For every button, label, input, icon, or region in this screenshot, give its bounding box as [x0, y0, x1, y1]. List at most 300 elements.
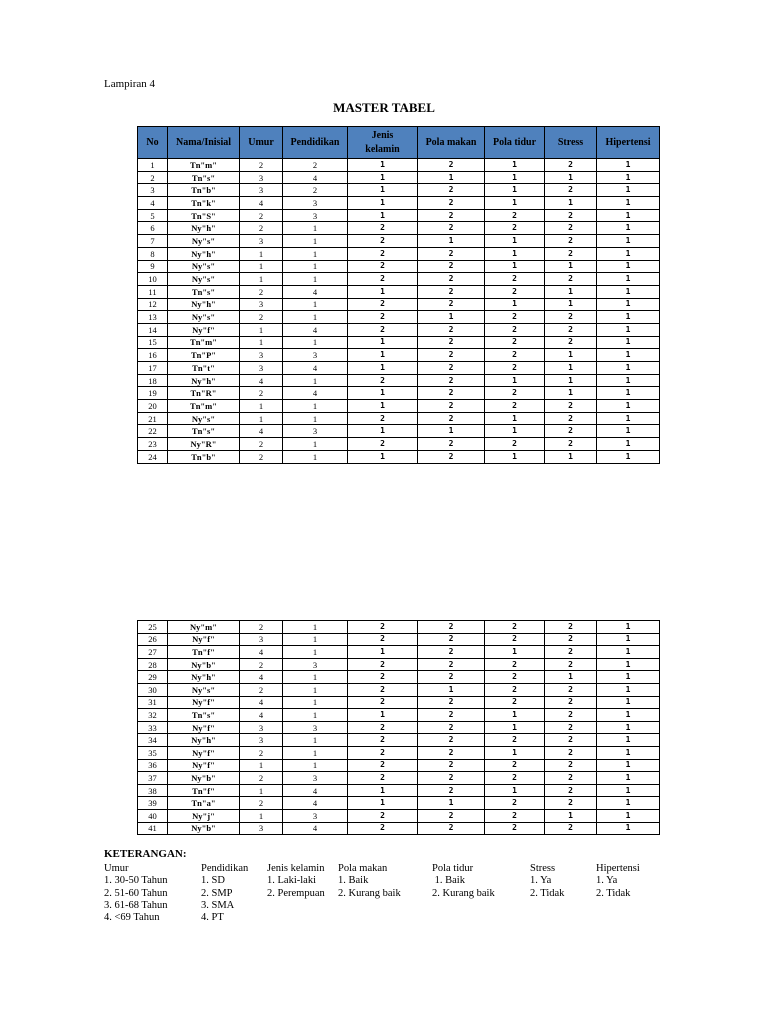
- cell-jenis-kelamin: 1: [348, 197, 418, 210]
- cell-jenis-kelamin: 2: [348, 696, 418, 709]
- cell-jenis-kelamin: 2: [348, 683, 418, 696]
- cell-pendidikan: 1: [283, 746, 348, 759]
- cell-nama-inisial: Tn"s": [168, 171, 240, 184]
- cell-umur: 3: [240, 362, 283, 375]
- cell-jenis-kelamin: 2: [348, 247, 418, 260]
- cell-hipertensi: 1: [597, 746, 660, 759]
- cell-no: 25: [138, 621, 168, 634]
- cell-stress: 1: [545, 285, 597, 298]
- cell-nama-inisial: Tn"s": [168, 425, 240, 438]
- cell-nama-inisial: Tn"m": [168, 400, 240, 413]
- cell-jenis-kelamin: 1: [348, 336, 418, 349]
- cell-pola-tidur: 2: [485, 772, 545, 785]
- table-row: [138, 298, 660, 311]
- cell-pola-tidur: 1: [485, 450, 545, 463]
- cell-nama-inisial: Ny"j": [168, 809, 240, 822]
- cell-pola-makan: 2: [418, 285, 485, 298]
- cell-pola-makan: 2: [418, 273, 485, 286]
- cell-pola-tidur: 2: [485, 797, 545, 810]
- cell-nama-inisial: Ny"h": [168, 222, 240, 235]
- page-title: MASTER TABEL: [333, 100, 435, 115]
- cell-stress: 2: [545, 784, 597, 797]
- cell-hipertensi: 1: [597, 709, 660, 722]
- cell-no: 2: [138, 171, 168, 184]
- cell-nama-inisial: Tn"m": [168, 336, 240, 349]
- cell-pola-makan: 2: [418, 721, 485, 734]
- cell-umur: 2: [240, 387, 283, 400]
- cell-umur: 3: [240, 633, 283, 646]
- cell-no: 31: [138, 696, 168, 709]
- cell-pola-makan: 2: [418, 658, 485, 671]
- cell-hipertensi: 1: [597, 438, 660, 451]
- cell-jenis-kelamin: 1: [348, 400, 418, 413]
- cell-umur: 3: [240, 822, 283, 835]
- cell-umur: 3: [240, 721, 283, 734]
- cell-nama-inisial: Ny"h": [168, 247, 240, 260]
- cell-stress: 1: [545, 349, 597, 362]
- cell-pola-tidur: 2: [485, 400, 545, 413]
- table-row: [138, 412, 660, 425]
- legend-heading: Pendidikan: [201, 863, 249, 874]
- cell-pola-makan: 2: [418, 633, 485, 646]
- cell-pola-makan: 2: [418, 784, 485, 797]
- cell-pendidikan: 1: [283, 450, 348, 463]
- cell-pola-makan: 2: [418, 323, 485, 336]
- cell-no: 23: [138, 438, 168, 451]
- cell-no: 21: [138, 412, 168, 425]
- cell-umur: 2: [240, 222, 283, 235]
- cell-pola-makan: 1: [418, 683, 485, 696]
- cell-jenis-kelamin: 1: [348, 285, 418, 298]
- cell-stress: 2: [545, 235, 597, 248]
- cell-pendidikan: 3: [283, 809, 348, 822]
- cell-stress: 2: [545, 184, 597, 197]
- cell-nama-inisial: Ny"f": [168, 696, 240, 709]
- cell-jenis-kelamin: 2: [348, 658, 418, 671]
- table-row: [138, 184, 660, 197]
- legend-item: 2. Kurang baik: [432, 887, 495, 899]
- cell-jenis-kelamin: 1: [348, 349, 418, 362]
- cell-no: 12: [138, 298, 168, 311]
- legend-item: 2. Perempuan: [267, 887, 325, 899]
- cell-nama-inisial: Tn"k": [168, 197, 240, 210]
- cell-umur: 4: [240, 197, 283, 210]
- legend-title: KETERANGAN:: [104, 848, 187, 860]
- cell-no: 19: [138, 387, 168, 400]
- cell-jenis-kelamin: 2: [348, 822, 418, 835]
- header-pola-makan: Pola makan: [418, 127, 485, 159]
- cell-umur: 1: [240, 336, 283, 349]
- cell-jenis-kelamin: 1: [348, 209, 418, 222]
- table-row: [138, 809, 660, 822]
- cell-nama-inisial: Ny"s": [168, 260, 240, 273]
- cell-stress: 2: [545, 311, 597, 324]
- legend-item: 2. 51-60 Tahun: [104, 887, 168, 899]
- cell-stress: 2: [545, 683, 597, 696]
- table-row: [138, 746, 660, 759]
- legend-jenis-kelamin: [267, 863, 325, 900]
- cell-pola-makan: 2: [418, 184, 485, 197]
- cell-nama-inisial: Tn"t": [168, 362, 240, 375]
- cell-jenis-kelamin: 1: [348, 362, 418, 375]
- cell-nama-inisial: Tn"S": [168, 209, 240, 222]
- table-row: [138, 400, 660, 413]
- cell-stress: 2: [545, 633, 597, 646]
- cell-pola-tidur: 1: [485, 171, 545, 184]
- cell-pendidikan: 1: [283, 273, 348, 286]
- table-row: [138, 633, 660, 646]
- cell-umur: 1: [240, 784, 283, 797]
- cell-jenis-kelamin: 2: [348, 633, 418, 646]
- cell-pola-tidur: 1: [485, 425, 545, 438]
- cell-hipertensi: 1: [597, 683, 660, 696]
- cell-hipertensi: 1: [597, 197, 660, 210]
- cell-no: 29: [138, 671, 168, 684]
- cell-pola-makan: 2: [418, 734, 485, 747]
- cell-stress: 1: [545, 298, 597, 311]
- cell-no: 15: [138, 336, 168, 349]
- cell-stress: 2: [545, 438, 597, 451]
- cell-pola-tidur: 2: [485, 809, 545, 822]
- legend-item: 1. Baik: [338, 875, 369, 887]
- cell-stress: 2: [545, 797, 597, 810]
- header-pola-tidur: Pola tidur: [485, 127, 545, 159]
- cell-pola-tidur: 2: [485, 822, 545, 835]
- cell-jenis-kelamin: 1: [348, 709, 418, 722]
- cell-umur: 2: [240, 209, 283, 222]
- cell-hipertensi: 1: [597, 621, 660, 634]
- cell-pendidikan: 1: [283, 222, 348, 235]
- legend-pendidikan: [201, 863, 248, 924]
- cell-no: 13: [138, 311, 168, 324]
- table-row: [138, 696, 660, 709]
- cell-jenis-kelamin: 2: [348, 621, 418, 634]
- cell-hipertensi: 1: [597, 349, 660, 362]
- cell-pola-tidur: 1: [485, 197, 545, 210]
- cell-stress: 2: [545, 209, 597, 222]
- cell-jenis-kelamin: 2: [348, 746, 418, 759]
- cell-pendidikan: 1: [283, 336, 348, 349]
- cell-jenis-kelamin: 1: [348, 184, 418, 197]
- cell-pola-tidur: 2: [485, 336, 545, 349]
- cell-no: 26: [138, 633, 168, 646]
- table-row: [138, 349, 660, 362]
- cell-pola-makan: 2: [418, 222, 485, 235]
- table-row: [138, 235, 660, 248]
- cell-no: 24: [138, 450, 168, 463]
- table-row: [138, 197, 660, 210]
- cell-jenis-kelamin: 2: [348, 298, 418, 311]
- header-stress: Stress: [545, 127, 597, 159]
- cell-nama-inisial: Ny"h": [168, 374, 240, 387]
- legend-item: 1. 30-50 Tahun: [104, 875, 168, 887]
- cell-stress: 2: [545, 400, 597, 413]
- legend-item: 1. SD: [201, 875, 225, 887]
- cell-pendidikan: 4: [283, 822, 348, 835]
- cell-pendidikan: 1: [283, 633, 348, 646]
- cell-hipertensi: 1: [597, 734, 660, 747]
- cell-hipertensi: 1: [597, 222, 660, 235]
- cell-hipertensi: 1: [597, 273, 660, 286]
- cell-nama-inisial: Ny"f": [168, 721, 240, 734]
- cell-nama-inisial: Tn"R": [168, 387, 240, 400]
- legend-stress: [530, 863, 564, 900]
- legend-heading: Umur: [104, 863, 129, 874]
- cell-stress: 2: [545, 336, 597, 349]
- cell-jenis-kelamin: 1: [348, 159, 418, 172]
- cell-pola-makan: 2: [418, 671, 485, 684]
- legend-heading: Pola makan: [338, 863, 388, 874]
- cell-nama-inisial: Tn"a": [168, 797, 240, 810]
- cell-jenis-kelamin: 2: [348, 235, 418, 248]
- table-row: [138, 222, 660, 235]
- cell-pola-tidur: 2: [485, 387, 545, 400]
- cell-pola-makan: 2: [418, 412, 485, 425]
- cell-jenis-kelamin: 2: [348, 260, 418, 273]
- cell-pola-makan: 2: [418, 159, 485, 172]
- cell-no: 28: [138, 658, 168, 671]
- cell-pola-makan: 2: [418, 621, 485, 634]
- cell-pola-makan: 1: [418, 235, 485, 248]
- legend-heading: Pola tidur: [432, 863, 474, 874]
- legend-heading: Stress: [530, 863, 556, 874]
- table-row: [138, 683, 660, 696]
- cell-no: 33: [138, 721, 168, 734]
- cell-umur: 3: [240, 298, 283, 311]
- cell-pola-tidur: 1: [485, 784, 545, 797]
- cell-jenis-kelamin: 2: [348, 759, 418, 772]
- cell-nama-inisial: Ny"h": [168, 671, 240, 684]
- header-umur: Umur: [240, 127, 283, 159]
- cell-pola-tidur: 2: [485, 362, 545, 375]
- cell-no: 7: [138, 235, 168, 248]
- cell-pendidikan: 2: [283, 159, 348, 172]
- cell-pola-tidur: 2: [485, 438, 545, 451]
- cell-umur: 4: [240, 671, 283, 684]
- table-row: [138, 784, 660, 797]
- cell-nama-inisial: Ny"b": [168, 772, 240, 785]
- cell-hipertensi: 1: [597, 696, 660, 709]
- cell-pola-tidur: 2: [485, 734, 545, 747]
- cell-umur: 4: [240, 709, 283, 722]
- cell-nama-inisial: Ny"h": [168, 734, 240, 747]
- cell-nama-inisial: Ny"f": [168, 633, 240, 646]
- cell-stress: 2: [545, 709, 597, 722]
- cell-umur: 2: [240, 450, 283, 463]
- cell-hipertensi: 1: [597, 235, 660, 248]
- cell-stress: 2: [545, 323, 597, 336]
- cell-hipertensi: 1: [597, 646, 660, 659]
- cell-jenis-kelamin: 1: [348, 784, 418, 797]
- cell-pola-makan: 2: [418, 349, 485, 362]
- cell-no: 36: [138, 759, 168, 772]
- cell-hipertensi: 1: [597, 184, 660, 197]
- table-row: [138, 374, 660, 387]
- cell-jenis-kelamin: 2: [348, 374, 418, 387]
- cell-pola-makan: 2: [418, 197, 485, 210]
- cell-hipertensi: 1: [597, 809, 660, 822]
- cell-pendidikan: 1: [283, 621, 348, 634]
- table-row: [138, 621, 660, 634]
- cell-no: 38: [138, 784, 168, 797]
- legend-hipertensi: [596, 863, 640, 900]
- cell-pola-makan: 1: [418, 171, 485, 184]
- cell-jenis-kelamin: 2: [348, 734, 418, 747]
- cell-hipertensi: 1: [597, 671, 660, 684]
- cell-pola-tidur: 1: [485, 746, 545, 759]
- cell-no: 17: [138, 362, 168, 375]
- cell-hipertensi: 1: [597, 336, 660, 349]
- cell-nama-inisial: Ny"h": [168, 298, 240, 311]
- table-row: [138, 387, 660, 400]
- cell-stress: 2: [545, 425, 597, 438]
- cell-umur: 2: [240, 797, 283, 810]
- cell-pola-tidur: 2: [485, 696, 545, 709]
- cell-pendidikan: 1: [283, 311, 348, 324]
- cell-no: 16: [138, 349, 168, 362]
- legend-item: 4. <69 Tahun: [104, 912, 160, 924]
- cell-pola-makan: 2: [418, 772, 485, 785]
- cell-pendidikan: 1: [283, 709, 348, 722]
- table-row: [138, 336, 660, 349]
- cell-stress: 1: [545, 362, 597, 375]
- cell-jenis-kelamin: 2: [348, 311, 418, 324]
- cell-pendidikan: 1: [283, 298, 348, 311]
- master-table-part-1: [137, 126, 660, 464]
- cell-hipertensi: 1: [597, 285, 660, 298]
- cell-stress: 1: [545, 374, 597, 387]
- cell-jenis-kelamin: 2: [348, 412, 418, 425]
- cell-nama-inisial: Ny"R": [168, 438, 240, 451]
- cell-umur: 3: [240, 171, 283, 184]
- cell-pola-makan: 2: [418, 809, 485, 822]
- cell-nama-inisial: Tn"b": [168, 450, 240, 463]
- table-row: [138, 709, 660, 722]
- legend-pola-makan: [338, 863, 401, 900]
- cell-pola-makan: 2: [418, 374, 485, 387]
- cell-nama-inisial: Ny"s": [168, 683, 240, 696]
- cell-nama-inisial: Ny"b": [168, 658, 240, 671]
- cell-no: 4: [138, 197, 168, 210]
- cell-pola-makan: 2: [418, 759, 485, 772]
- cell-pola-tidur: 1: [485, 298, 545, 311]
- legend-heading: Hipertensi: [596, 863, 640, 874]
- cell-no: 37: [138, 772, 168, 785]
- cell-pendidikan: 1: [283, 374, 348, 387]
- cell-umur: 3: [240, 734, 283, 747]
- cell-no: 14: [138, 323, 168, 336]
- legend-item: 3. 61-68 Tahun: [104, 899, 168, 911]
- cell-jenis-kelamin: 1: [348, 425, 418, 438]
- cell-pendidikan: 1: [283, 235, 348, 248]
- cell-stress: 2: [545, 621, 597, 634]
- legend-item: 1. Baik: [432, 875, 465, 887]
- cell-stress: 1: [545, 809, 597, 822]
- cell-pendidikan: 4: [283, 323, 348, 336]
- cell-umur: 1: [240, 260, 283, 273]
- cell-pendidikan: 4: [283, 171, 348, 184]
- cell-nama-inisial: Tn"s": [168, 709, 240, 722]
- cell-stress: 1: [545, 260, 597, 273]
- cell-pendidikan: 3: [283, 209, 348, 222]
- legend-item: 1. Laki-laki: [267, 875, 316, 887]
- cell-pola-tidur: 1: [485, 260, 545, 273]
- cell-stress: 2: [545, 247, 597, 260]
- cell-pendidikan: 4: [283, 362, 348, 375]
- cell-pola-makan: 2: [418, 247, 485, 260]
- cell-jenis-kelamin: 2: [348, 772, 418, 785]
- cell-no: 1: [138, 159, 168, 172]
- cell-umur: 1: [240, 273, 283, 286]
- cell-hipertensi: 1: [597, 658, 660, 671]
- cell-stress: 2: [545, 412, 597, 425]
- cell-pola-makan: 2: [418, 336, 485, 349]
- cell-pola-makan: 2: [418, 438, 485, 451]
- cell-pola-makan: 1: [418, 425, 485, 438]
- cell-nama-inisial: Tn"P": [168, 349, 240, 362]
- cell-hipertensi: 1: [597, 323, 660, 336]
- table-row: [138, 159, 660, 172]
- cell-pola-makan: 1: [418, 797, 485, 810]
- cell-hipertensi: 1: [597, 260, 660, 273]
- cell-pendidikan: 1: [283, 646, 348, 659]
- cell-nama-inisial: Ny"f": [168, 323, 240, 336]
- cell-nama-inisial: Ny"s": [168, 273, 240, 286]
- cell-nama-inisial: Ny"f": [168, 746, 240, 759]
- cell-nama-inisial: Ny"s": [168, 412, 240, 425]
- table-row: [138, 285, 660, 298]
- cell-no: 9: [138, 260, 168, 273]
- cell-pola-tidur: 2: [485, 285, 545, 298]
- cell-umur: 3: [240, 184, 283, 197]
- cell-jenis-kelamin: 2: [348, 438, 418, 451]
- cell-jenis-kelamin: 2: [348, 323, 418, 336]
- cell-pola-tidur: 1: [485, 646, 545, 659]
- cell-pola-makan: 1: [418, 311, 485, 324]
- cell-pola-tidur: 2: [485, 273, 545, 286]
- table-body-part-1: [138, 159, 660, 464]
- cell-umur: 2: [240, 658, 283, 671]
- table-row: [138, 362, 660, 375]
- cell-no: 32: [138, 709, 168, 722]
- cell-no: 22: [138, 425, 168, 438]
- cell-pola-tidur: 1: [485, 159, 545, 172]
- cell-hipertensi: 1: [597, 784, 660, 797]
- master-table-part-2: [137, 620, 660, 835]
- table-row: [138, 671, 660, 684]
- cell-no: 8: [138, 247, 168, 260]
- cell-stress: 1: [545, 171, 597, 184]
- cell-umur: 2: [240, 311, 283, 324]
- cell-umur: 1: [240, 400, 283, 413]
- cell-no: 30: [138, 683, 168, 696]
- cell-stress: 2: [545, 734, 597, 747]
- cell-umur: 2: [240, 746, 283, 759]
- cell-umur: 1: [240, 759, 283, 772]
- table-header-row: [138, 127, 660, 159]
- table-body-part-2: [138, 621, 660, 835]
- cell-pola-tidur: 1: [485, 235, 545, 248]
- cell-stress: 2: [545, 273, 597, 286]
- table-row: [138, 247, 660, 260]
- appendix-label: Lampiran 4: [104, 78, 156, 90]
- cell-nama-inisial: Tn"s": [168, 285, 240, 298]
- cell-nama-inisial: Tn"b": [168, 184, 240, 197]
- cell-umur: 3: [240, 235, 283, 248]
- cell-pendidikan: 1: [283, 412, 348, 425]
- cell-no: 11: [138, 285, 168, 298]
- cell-pola-tidur: 2: [485, 222, 545, 235]
